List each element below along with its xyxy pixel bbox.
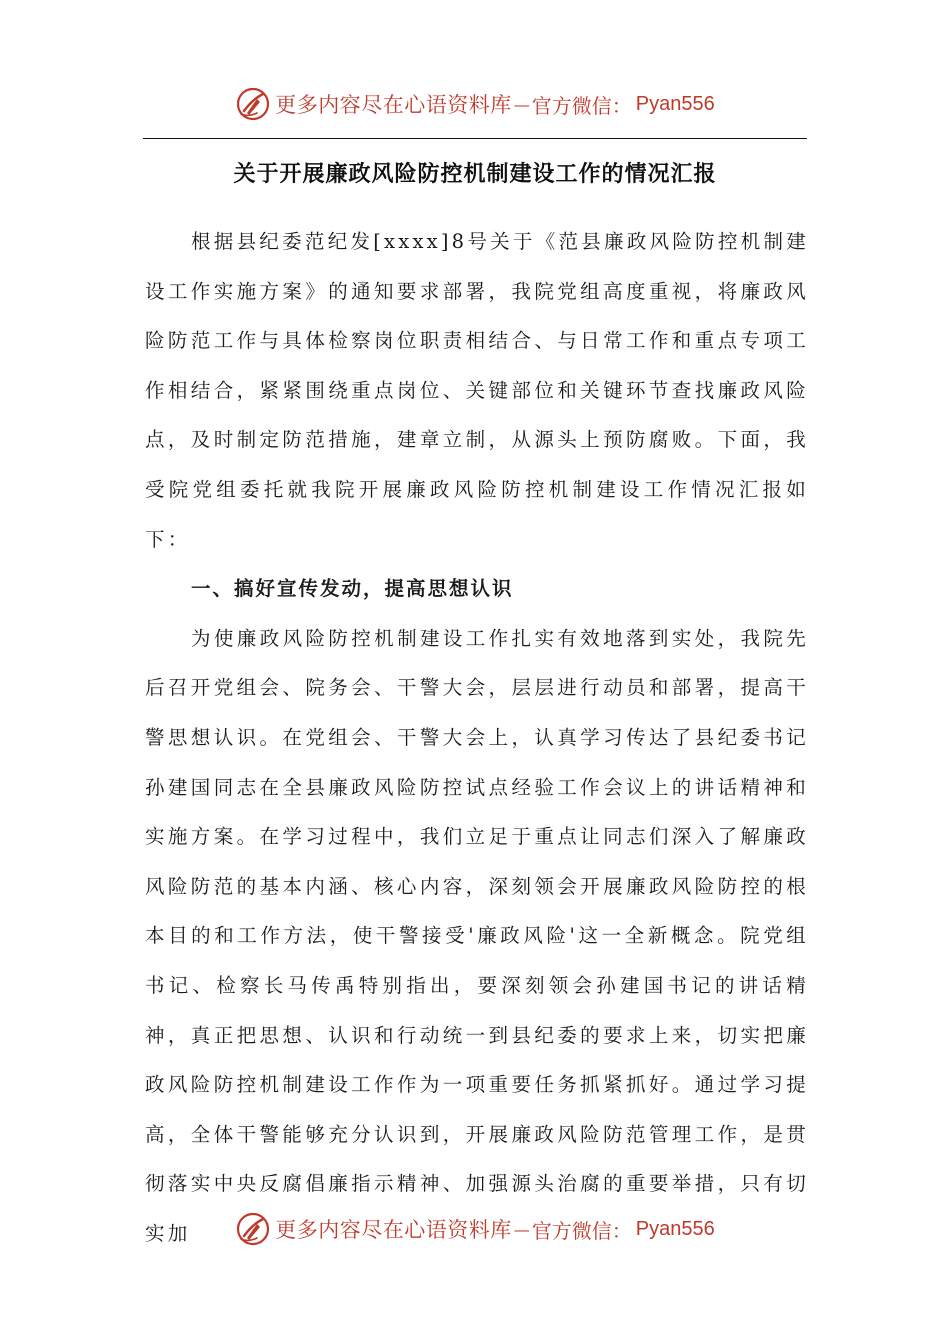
- banner-dash: —: [513, 1219, 530, 1239]
- footer-banner: [0, 1209, 950, 1249]
- pen-logo-icon: [235, 86, 271, 122]
- banner-text: 更多内容尽在心语资料库: [275, 1218, 512, 1242]
- header-banner: [0, 84, 950, 124]
- header-divider: [143, 138, 807, 139]
- banner-dash: —: [513, 94, 530, 114]
- banner-wechat-id: Pyan556: [635, 1217, 715, 1240]
- banner-label: 官方微信：: [531, 1218, 632, 1243]
- banner-label: 官方微信：: [531, 93, 632, 118]
- pen-logo-icon: [235, 1211, 271, 1247]
- intro-paragraph: 根据县纪委范纪发[xxxx]8号关于《范县廉政风险防控机制建设工作实施方案》的通知要求部署，我院党组高度重视，将廉政风险防范工作与具体检察岗位职责相结合、与日常工作和重点专项工作相结合，紧紧围绕重点岗位、关键部位和关键环节查找廉政风险点，及时制定防范措施，建章立制，从源头上预防腐败。下面，我受院党组委托就我院开展廉政风险防控机制建设工作情况汇报如下：: [145, 230, 809, 551]
- document-title: 关于开展廉政风险防控机制建设工作的情况汇报: [233, 162, 717, 187]
- section-heading: 一、搞好宣传发动，提高思想认识: [191, 577, 514, 601]
- section-paragraph: 为使廉政风险防控机制建设工作扎实有效地落到实处，我院先后召开党组会、院务会、干警大会，层层进行动员和部署，提高干警思想认识。在党组会、干警大会上，认真学习传达了县纪委书记孙建国同志在全县廉政风险防控试点经验工作会议上的讲话精神和实施方案。在学习过程中，我们立足于重点让同志们深入了解廉政风险防范的基本内涵、核心内容，深刻领会开展廉政风险防控的根本目的和工作方法，使干警接受'廉政风险'这一全新概念。院党组书记、检察长马传禹特别指出，要深刻领会孙建国书记的讲话精神，真正把思想、认识和行动统一到县纪委的要求上来，切实把廉政风险防控机制建设工作作为一项重要任务抓紧抓好。通过学习提高，全体干警能够充分认识到，开展廉政风险防范管理工作，是贯彻落实中央反腐倡廉指示精神、加强源头治腐的重要举措，只有切实加: [145, 626, 809, 1245]
- banner-wechat-id: Pyan556: [635, 92, 715, 115]
- banner-text: 更多内容尽在心语资料库: [275, 93, 512, 117]
- document-body: [145, 217, 809, 1258]
